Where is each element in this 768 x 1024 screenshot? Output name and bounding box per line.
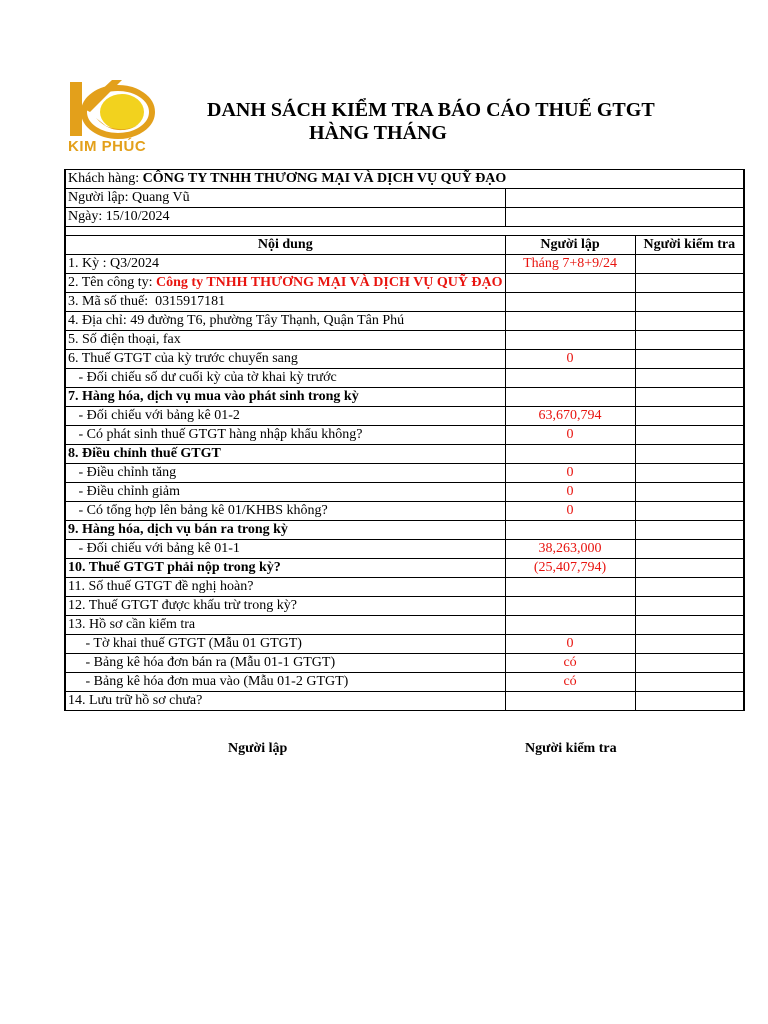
checklist-row bbox=[65, 464, 744, 483]
row-label-text: 9. Hàng hóa, dịch vụ bán ra trong kỳ bbox=[68, 522, 288, 537]
page-title-line1: DANH SÁCH KIỂM TRA BÁO CÁO THUẾ GTGT bbox=[207, 99, 655, 121]
row-preparer-value: 63,670,794 bbox=[505, 407, 635, 426]
row-label bbox=[65, 654, 505, 673]
row-preparer-value: có bbox=[505, 654, 635, 673]
row-preparer-value bbox=[505, 692, 635, 711]
row-label-text: - Tờ khai thuế GTGT (Mẫu 01 GTGT) bbox=[68, 636, 302, 651]
checklist-row bbox=[65, 502, 744, 521]
header-row bbox=[65, 236, 744, 255]
customer-name: CÔNG TY TNHH THƯƠNG MẠI VÀ DỊCH VỤ QUỸ ĐẠO bbox=[142, 171, 507, 186]
checklist-row bbox=[65, 483, 744, 502]
signature-checker: Người kiểm tra bbox=[525, 741, 617, 756]
row-label bbox=[65, 426, 505, 445]
row-checker-value bbox=[635, 407, 744, 426]
row-label bbox=[65, 350, 505, 369]
checklist-row bbox=[65, 635, 744, 654]
row-preparer-value bbox=[505, 312, 635, 331]
row-label-text: - Điều chỉnh giảm bbox=[68, 484, 180, 499]
checklist-row bbox=[65, 350, 744, 369]
checklist-row bbox=[65, 673, 744, 692]
row-label-company: Công ty TNHH THƯƠNG MẠI VÀ DỊCH VỤ QUỸ ĐẠO bbox=[156, 275, 503, 290]
header-content: Nội dung bbox=[65, 236, 505, 255]
row-label bbox=[65, 369, 505, 388]
row-label bbox=[65, 331, 505, 350]
logo-brand-text: KIM PHÚC bbox=[68, 138, 147, 155]
row-preparer-value bbox=[505, 274, 635, 293]
row-preparer-value bbox=[505, 331, 635, 350]
row-checker-value bbox=[635, 369, 744, 388]
row-checker-value bbox=[635, 255, 744, 274]
row-label-text: 4. Địa chỉ: 49 đường T6, phường Tây Thạnh, Quận Tân Phú bbox=[68, 313, 405, 328]
checklist-row bbox=[65, 331, 744, 350]
row-preparer-value bbox=[505, 597, 635, 616]
row-checker-value bbox=[635, 502, 744, 521]
row-checker-value bbox=[635, 597, 744, 616]
row-checker-value bbox=[635, 274, 744, 293]
row-checker-value bbox=[635, 521, 744, 540]
row-preparer-value bbox=[505, 578, 635, 597]
row-checker-value bbox=[635, 559, 744, 578]
row-preparer-value bbox=[505, 445, 635, 464]
row-checker-value bbox=[635, 654, 744, 673]
page-title-line2: HÀNG THÁNG bbox=[309, 122, 447, 144]
row-label bbox=[65, 692, 505, 711]
row-label bbox=[65, 464, 505, 483]
row-label bbox=[65, 502, 505, 521]
row-label-text: 5. Số điện thoại, fax bbox=[68, 332, 181, 347]
row-label-text: 10. Thuế GTGT phải nộp trong kỳ? bbox=[68, 560, 281, 575]
row-label-text: - Có tổng hợp lên bảng kê 01/KHBS không? bbox=[68, 503, 328, 518]
header-checker: Người kiểm tra bbox=[635, 236, 744, 255]
row-preparer-value: (25,407,794) bbox=[505, 559, 635, 578]
row-preparer-value: Tháng 7+8+9/24 bbox=[505, 255, 635, 274]
row-preparer-value bbox=[505, 521, 635, 540]
row-label-text: 7. Hàng hóa, dịch vụ mua vào phát sinh trong kỳ bbox=[68, 389, 359, 404]
row-checker-value bbox=[635, 483, 744, 502]
row-checker-value bbox=[635, 312, 744, 331]
row-label-text: - Bảng kê hóa đơn mua vào (Mẫu 01-2 GTGT) bbox=[68, 674, 349, 689]
checklist-row bbox=[65, 692, 744, 711]
header-preparer: Người lập bbox=[505, 236, 635, 255]
row-label bbox=[65, 521, 505, 540]
checklist-row bbox=[65, 559, 744, 578]
row-label bbox=[65, 559, 505, 578]
row-label bbox=[65, 293, 505, 312]
row-label-text: 14. Lưu trữ hồ sơ chưa? bbox=[68, 693, 203, 708]
date-cell: Ngày: 15/10/2024 bbox=[65, 208, 505, 227]
row-label bbox=[65, 312, 505, 331]
preparer-info-cell: Người lập: Quang Vũ bbox=[65, 189, 505, 208]
row-label bbox=[65, 483, 505, 502]
checklist-row bbox=[65, 654, 744, 673]
checklist-row bbox=[65, 540, 744, 559]
row-preparer-value bbox=[505, 388, 635, 407]
row-preparer-value: 38,263,000 bbox=[505, 540, 635, 559]
checklist-row bbox=[65, 388, 744, 407]
row-label bbox=[65, 597, 505, 616]
row-label bbox=[65, 635, 505, 654]
checklist-row bbox=[65, 426, 744, 445]
row-checker-value bbox=[635, 540, 744, 559]
row-label-text: - Đối chiếu số dư cuối kỳ của tờ khai kỳ trước bbox=[68, 370, 337, 385]
row-label-text: 6. Thuế GTGT của kỳ trước chuyển sang bbox=[68, 351, 298, 366]
row-label bbox=[65, 407, 505, 426]
checklist-row bbox=[65, 578, 744, 597]
row-label-text: - Đối chiếu với bảng kê 01-2 bbox=[68, 408, 240, 423]
row-checker-value bbox=[635, 331, 744, 350]
date-row bbox=[65, 208, 744, 227]
checklist-row bbox=[65, 293, 744, 312]
checklist-row bbox=[65, 521, 744, 540]
row-preparer-value: 0 bbox=[505, 464, 635, 483]
preparer-info-empty bbox=[505, 189, 744, 208]
customer-label: Khách hàng: bbox=[68, 171, 143, 186]
row-label bbox=[65, 616, 505, 635]
row-label bbox=[65, 445, 505, 464]
row-label bbox=[65, 274, 505, 293]
customer-row bbox=[65, 170, 744, 189]
customer-cell bbox=[65, 170, 744, 189]
checklist-row bbox=[65, 274, 744, 293]
row-checker-value bbox=[635, 578, 744, 597]
row-checker-value bbox=[635, 673, 744, 692]
preparer-info-row bbox=[65, 189, 744, 208]
row-preparer-value bbox=[505, 616, 635, 635]
row-preparer-value: có bbox=[505, 673, 635, 692]
row-label-text: - Điều chỉnh tăng bbox=[68, 465, 177, 480]
row-checker-value bbox=[635, 445, 744, 464]
checklist-row bbox=[65, 407, 744, 426]
row-label-text: 12. Thuế GTGT được khấu trừ trong kỳ? bbox=[68, 598, 297, 613]
row-preparer-value bbox=[505, 369, 635, 388]
signature-preparer: Người lập bbox=[228, 741, 288, 756]
checklist-row bbox=[65, 255, 744, 274]
row-label-text: - Có phát sinh thuế GTGT hàng nhập khẩu không? bbox=[68, 427, 363, 442]
row-checker-value bbox=[635, 388, 744, 407]
row-checker-value bbox=[635, 635, 744, 654]
row-preparer-value: 0 bbox=[505, 350, 635, 369]
row-label-text: 3. Mã số thuế: 0315917181 bbox=[68, 294, 226, 309]
checklist-row bbox=[65, 312, 744, 331]
date-empty bbox=[505, 208, 744, 227]
checklist-row bbox=[65, 369, 744, 388]
row-checker-value bbox=[635, 293, 744, 312]
row-preparer-value bbox=[505, 293, 635, 312]
checklist-row bbox=[65, 597, 744, 616]
row-label bbox=[65, 388, 505, 407]
row-label-text: 8. Điều chỉnh thuế GTGT bbox=[68, 446, 221, 461]
row-label-text: 2. Tên công ty: bbox=[68, 275, 157, 290]
row-label-text: - Bảng kê hóa đơn bán ra (Mẫu 01-1 GTGT) bbox=[68, 655, 336, 670]
row-preparer-value: 0 bbox=[505, 483, 635, 502]
row-preparer-value: 0 bbox=[505, 426, 635, 445]
spacer-cell bbox=[65, 227, 744, 236]
tax-checklist-table bbox=[64, 169, 745, 711]
row-label bbox=[65, 540, 505, 559]
row-label-text: - Đối chiếu với bảng kê 01-1 bbox=[68, 541, 240, 556]
row-preparer-value: 0 bbox=[505, 635, 635, 654]
row-label bbox=[65, 255, 505, 274]
checklist-row bbox=[65, 616, 744, 635]
row-label-text: 1. Kỳ : Q3/2024 bbox=[68, 256, 159, 271]
row-preparer-value: 0 bbox=[505, 502, 635, 521]
checklist-row bbox=[65, 445, 744, 464]
row-checker-value bbox=[635, 464, 744, 483]
spacer-row bbox=[65, 227, 744, 236]
row-checker-value bbox=[635, 692, 744, 711]
row-label-text: 13. Hồ sơ cần kiểm tra bbox=[68, 617, 196, 632]
row-checker-value bbox=[635, 350, 744, 369]
row-label-text: 11. Số thuế GTGT đề nghị hoàn? bbox=[68, 579, 254, 594]
row-checker-value bbox=[635, 426, 744, 445]
row-label bbox=[65, 673, 505, 692]
row-label bbox=[65, 578, 505, 597]
row-checker-value bbox=[635, 616, 744, 635]
